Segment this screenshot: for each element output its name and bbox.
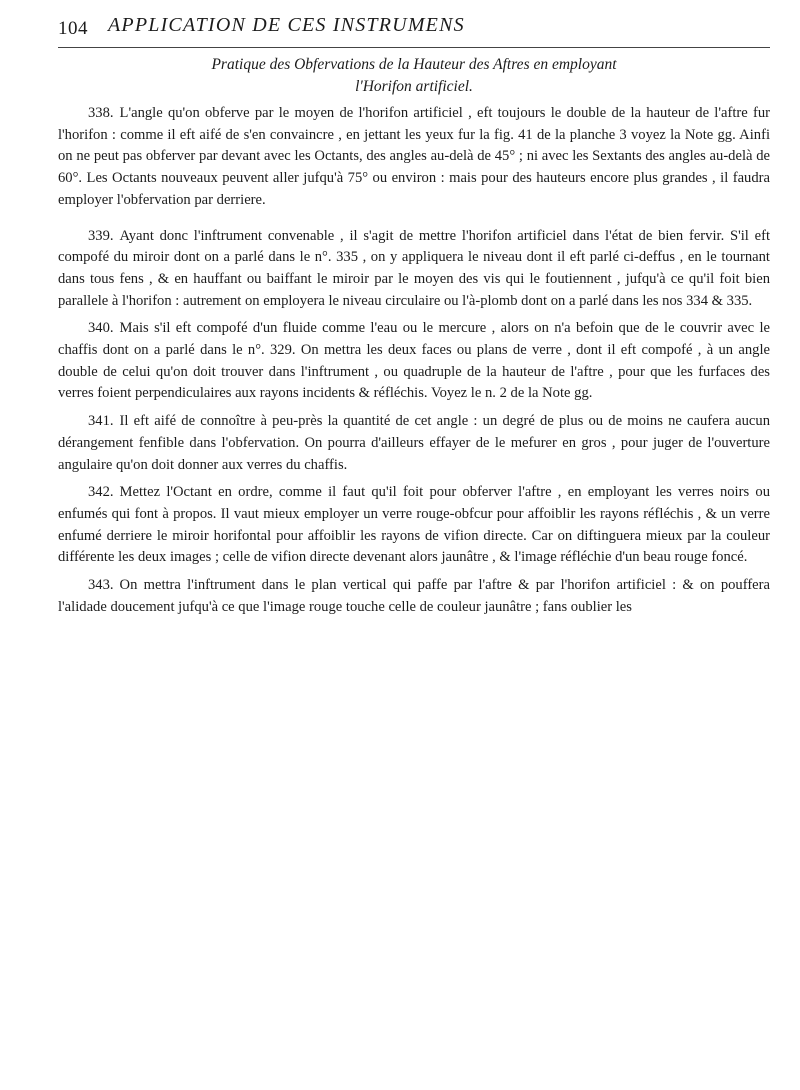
page-number: 104 bbox=[58, 18, 88, 39]
section-heading-line-2: l'Horifon artificiel. bbox=[355, 78, 473, 95]
paragraph-number: 342. bbox=[88, 484, 114, 501]
paragraph-number: 338. bbox=[88, 105, 114, 121]
paragraph-number: 339. bbox=[88, 227, 114, 244]
body-text bbox=[58, 103, 770, 624]
paragraph-number: 341. bbox=[88, 413, 114, 430]
paragraph-number: 343. bbox=[88, 577, 114, 594]
paragraph-340 bbox=[58, 318, 770, 405]
paragraph-text: Mais s'il eft compofé d'un fluide comme l'eau ou le mercure , alors on n'a befoin que de le couvrir avec le chaffis dont on a parlé dans le n°. 329. On mettra les deux faces ou plans de verre , dont il eft compofé , à un angle double de celui qu'on doit trouver dans l'inftrument , ou quadruple de la hauteur de l'aftre , pour que les furfaces des verres foient perpendiculaires aux rayons incidents & réfléchis. Voyez le n. 2 de la Note gg. bbox=[58, 320, 770, 402]
paragraph-text: Il eft aifé de connoître à peu-près la quantité de cet angle : un degré de plus ou de moins ne caufera aucun dérangement fenfible dans l'obfervation. On pourra d'ailleurs effayer de le mefurer en gros , pour juger de l'ouverture angulaire qu'on doit donner aux verres du chaffis. bbox=[58, 413, 770, 473]
header-rule bbox=[58, 47, 770, 48]
paragraph-339 bbox=[58, 226, 770, 313]
paragraph-text: Mettez l'Octant en ordre, comme il faut qu'il foit pour obferver l'aftre , en employant les verres noirs ou enfumés qui font à propos. Il vaut mieux employer un verre rouge-obfcur pour affoiblir les rayons réfléchis , & un verre enfumé derriere le miroir horifontal pour affoiblir les rayons de vifion directe. Car on diftinguera mieux par la couleur différente les deux images ; celle de vifion directe devenant alors jaunâtre , & l'image réfléchie d'un beau rouge foncé. bbox=[58, 484, 770, 566]
paragraph-341 bbox=[58, 411, 770, 476]
paragraph-342 bbox=[58, 482, 770, 569]
section-heading-line-1: Pratique des Obfervations de la Hauteur des Aftres en employant bbox=[211, 56, 617, 73]
running-head bbox=[58, 14, 778, 54]
paragraph-number: 340. bbox=[88, 320, 114, 337]
paragraph-338 bbox=[58, 103, 770, 212]
paragraph-text: On mettra l'inftrument dans le plan vertical qui paffe par l'aftre & par l'horifon artificiel : & on pouffera l'alidade doucement jufqu'à ce que l'image rouge touche celle de couleur jaunâtre ; fans oublier les bbox=[58, 577, 770, 615]
running-title: APPLICATION DE CES INSTRUMENS bbox=[108, 14, 465, 36]
paragraph-343 bbox=[58, 575, 770, 618]
paragraph-text: L'angle qu'on obferve par le moyen de l'horifon artificiel , eft toujours le double de la hauteur de l'aftre fur l'horifon : comme il eft aifé de s'en convaincre , en jettant les yeux fur la fig. 41 de la planche 3 voyez la Note gg. Ainfi on ne peut pas obferver par devant avec les Octants, des angles au-delà de 45° ; ni avec les Sextants des angles au-delà de 60°. Les Octants nouveaux peuvent aller jufqu'à 75° ou environ : mais pour des hauteurs encore plus grandes , il faudra employer l'obfervation par derriere. bbox=[58, 105, 770, 208]
section-heading bbox=[58, 54, 770, 98]
paragraph-text: Ayant donc l'inftrument convenable , il s'agit de mettre l'horifon artificiel dans l'état de bien fervir. S'il eft compofé du miroir dont on a parlé dans le n°. 335 , on y appliquera le niveau dont il eft parlé ci-deffus , en le tournant dans tous fens , & en hauffant ou baiffant le miroir par le moyen des vis qui le foutiennent , jufqu'à ce qu'il foit bien parallele à l'horifon : autrement on employera le niveau circulaire ou l'à-plomb dont on a parlé dans les nos 334 & 335. bbox=[58, 227, 770, 309]
